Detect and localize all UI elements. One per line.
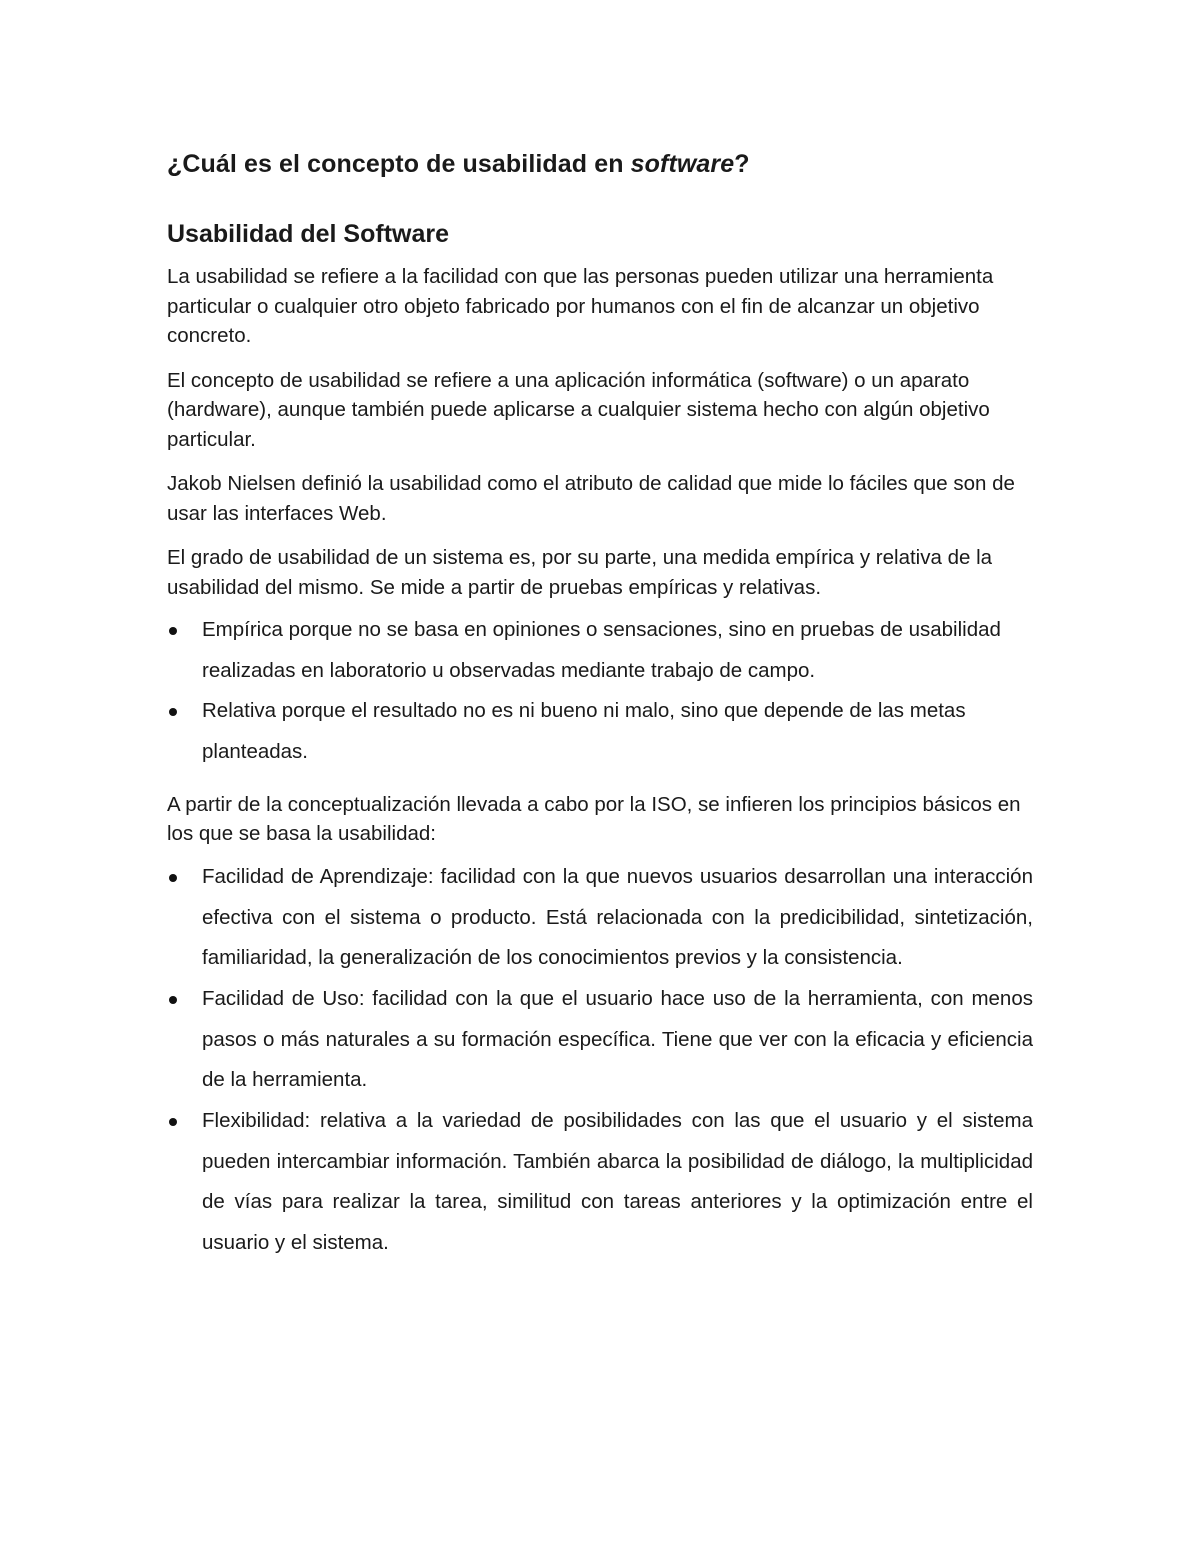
paragraph-grado: El grado de usabilidad de un sistema es, por su parte, una medida empírica y relativa de la usabilidad del mismo. Se mide a partir de pruebas empíricas y relativas. — [167, 546, 993, 599]
paragraph-concept: El concepto de usabilidad se refiere a una aplicación informática (software) o un aparato (hardware), aunque también puede aplicarse a cualquier sistema hecho con algún objetivo particular. — [167, 368, 990, 451]
paragraph-definition: La usabilidad se refiere a la facilidad con que las personas pueden utilizar una herramienta particular o cualquier otro objeto fabricado por humanos con el fin de alcanzar un objetivo concreto. — [167, 265, 994, 347]
list-item: Facilidad de Uso: facilidad con la que el usuario hace uso de la herramienta, con menos pasos o más naturales a su formación específica. Tiene que ver con la eficacia y eficiencia de la herramienta. — [167, 979, 1033, 1101]
paragraph-iso: A partir de la conceptualización llevada a cabo por la ISO, se infieren los principios básicos en los que se basa la usabilidad: — [167, 792, 1021, 846]
list-item: Relativa porque el resultado no es ni bueno ni malo, sino que depende de las metas planteadas. — [167, 691, 1033, 772]
title-italic-word: software — [630, 150, 735, 178]
document-page — [167, 146, 1033, 1264]
document-title — [167, 146, 1033, 182]
bullet-list-principios — [167, 857, 1033, 1264]
section-heading: Usabilidad del Software — [167, 220, 450, 248]
bullet-list-empirica-relativa — [167, 610, 1033, 773]
paragraph-nielsen: Jakob Nielsen definió la usabilidad como el atributo de calidad que mide lo fáciles que son de usar las interfaces Web. — [167, 472, 1015, 525]
list-item: Empírica porque no se basa en opiniones o sensaciones, sino en pruebas de usabilidad realizadas en laboratorio u observadas mediante trabajo de campo. — [167, 610, 1033, 691]
list-item: Flexibilidad: relativa a la variedad de posibilidades con las que el usuario y el sistema pueden intercambiar información. También abarca la posibilidad de diálogo, la multiplicidad de vías para realizar la tarea, similitud con tareas anteriores y la optimización entre el usuario y el sistema. — [167, 1101, 1033, 1264]
title-text: ¿Cuál es el concepto de usabilidad en — [167, 150, 631, 178]
list-item: Facilidad de Aprendizaje: facilidad con la que nuevos usuarios desarrollan una interacción efectiva con el sistema o producto. Está relacionada con la predicibilidad, sintetización, familiaridad, la generalización de los conocimientos previos y la consistencia. — [167, 857, 1033, 979]
title-question-mark: ? — [734, 150, 750, 178]
